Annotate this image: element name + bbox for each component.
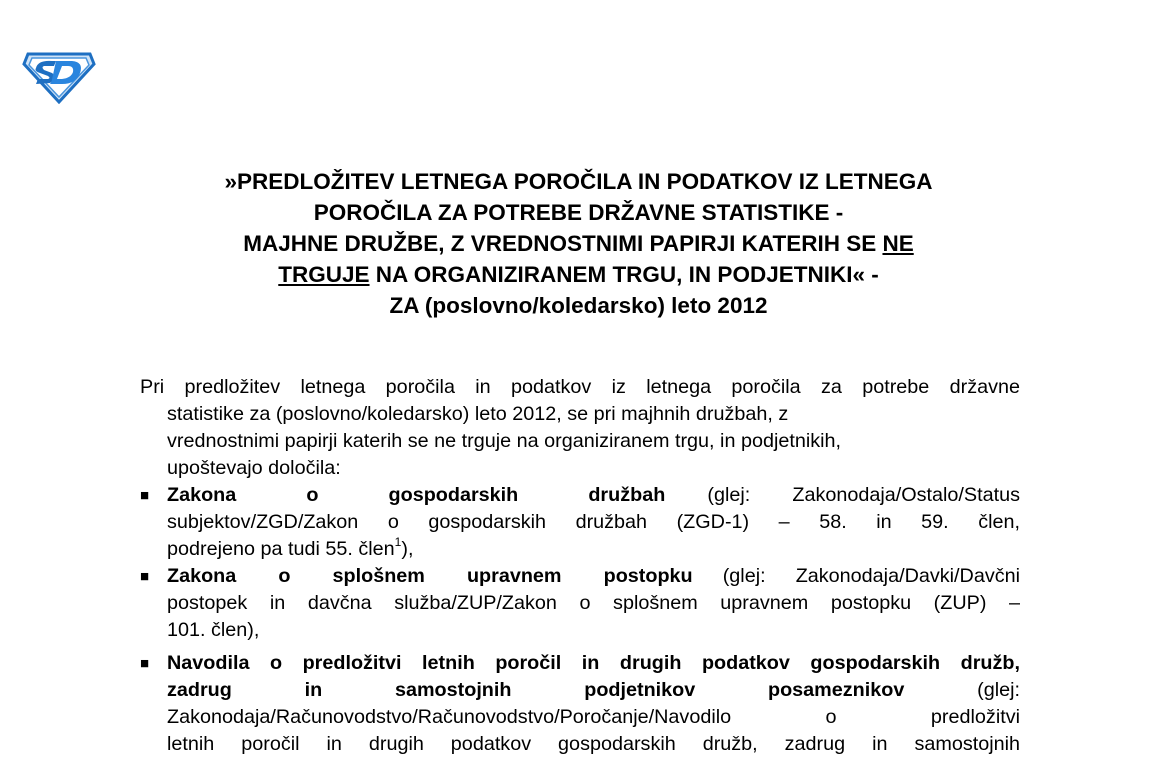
title-line-4-text: NA ORGANIZIRANEM TRGU, IN PODJETNIKI« - [369,262,879,287]
footnote-ref[interactable]: 1 [394,535,402,549]
title-underlined-trguje: TRGUJE [278,262,370,287]
bullet-3-line-2 [167,677,1020,704]
list-item [140,482,1020,563]
bullet-2-line-3: 101. člen), [167,619,260,641]
list-item [140,650,1020,758]
bullet-square-icon: ■ [140,487,150,504]
list-item [140,563,1020,644]
bullet-3-text-a: (glej: [904,679,1020,701]
bullet-3-bold-b: zadrug in samostojnih podjetnikov posameznikov [167,679,905,701]
bullet-square-icon: ■ [140,568,150,585]
bullet-1-line-3 [167,535,414,560]
bullet-1-text-c: podrejeno pa tudi 55. člen [167,538,395,560]
bullet-2-line-1 [167,563,1020,590]
title-line-5: ZA (poslovno/koledarsko) leto 2012 [389,293,768,318]
title-line-2: POROČILA ZA POTREBE DRŽAVNE STATISTIKE - [313,200,844,225]
bullet-square-icon: ■ [140,655,150,672]
bullet-3-line-3: Zakonodaja/Računovodstvo/Računovodstvo/Poročanje/Navodilo o predložitvi [167,706,1020,728]
title-line-4 [0,259,1157,290]
bullet-1-line-2: subjektov/ZGD/Zakon o gospodarskih družbah (ZGD-1) – 58. in 59. člen, [167,511,1020,533]
bullet-1-text-a: (glej: Zakonodaja/Ostalo/Status [665,484,1020,506]
intro-line-4: upoštevajo določila: [167,457,341,479]
bullet-1-bold: Zakona o gospodarskih družbah [167,484,666,506]
intro-line-3: vrednostnimi papirji katerih se ne trguje na organiziranem trgu, in podjetnikih, [167,430,842,452]
bullet-2-bold: Zakona o splošnem upravnem postopku [167,565,693,587]
bullet-2-line-2: postopek in davčna služba/ZUP/Zakon o splošnem upravnem postopku (ZUP) – [167,592,1020,614]
document-title [0,166,1157,321]
intro-line-1: Pri predložitev letnega poročila in podatkov iz letnega poročila za potrebe državne [140,376,1020,398]
intro-line-2: statistike za (poslovno/koledarsko) leto 2012, se pri majhnih družbah, z [167,403,789,425]
bullet-3-line-1: Navodila o predložitvi letnih poročil in drugih podatkov gospodarskih družb, [167,652,1020,674]
title-line-3-text: MAJHNE DRUŽBE, Z VREDNOSTNIMI PAPIRJI KATERIH SE [243,231,883,256]
bullet-1-text-d: ), [401,538,414,560]
intro-paragraph [140,374,1020,482]
bullet-1-line-1 [167,482,1020,509]
bullet-2-text-a: (glej: Zakonodaja/Davki/Davčni [692,565,1020,587]
bullet-3-line-4: letnih poročil in drugih podatkov gospodarskih družb, zadrug in samostojnih [167,733,1020,755]
legislation-list [140,482,1020,758]
title-line-3 [0,228,1157,259]
title-underlined-ne: NE [882,231,914,256]
sd-shield-logo-icon [22,48,96,104]
title-line-1: »PREDLOŽITEV LETNEGA POROČILA IN PODATKOV IZ LETNEGA [224,169,933,194]
